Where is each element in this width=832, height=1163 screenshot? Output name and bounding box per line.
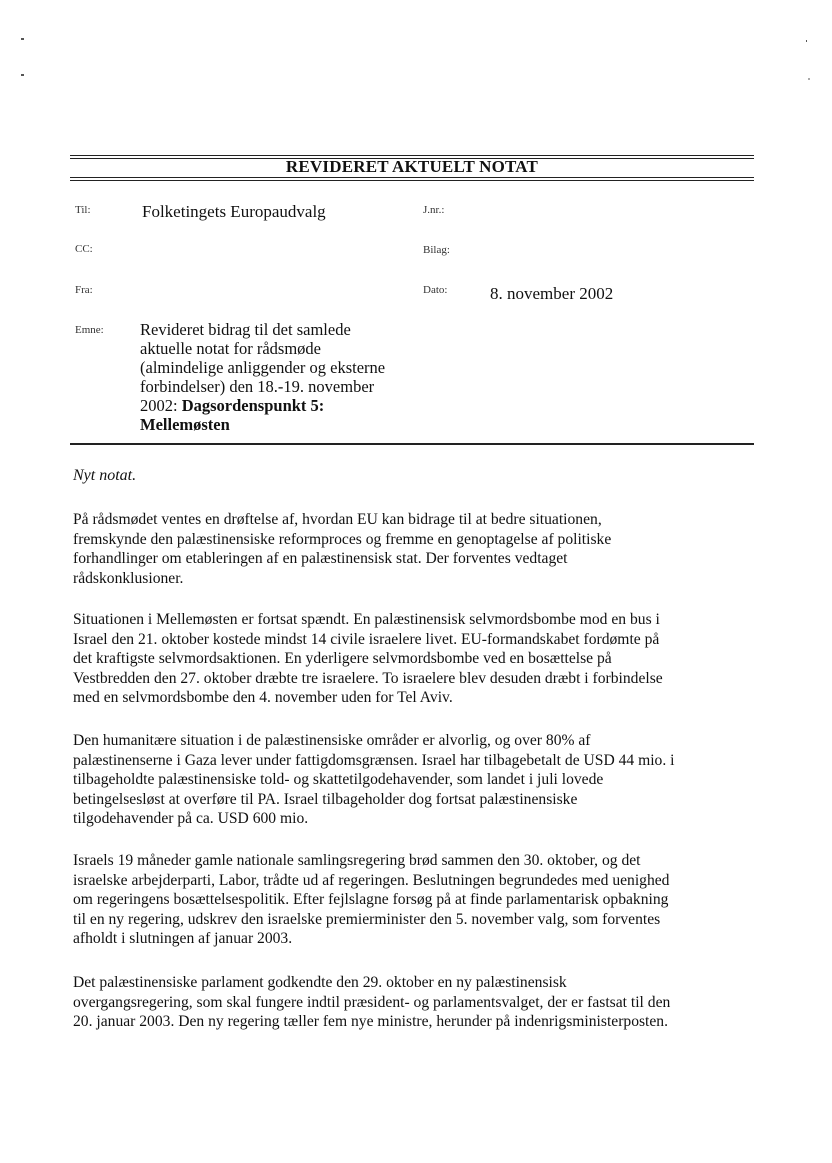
text-line: israelske arbejderparti, Labor, trådte ud af regeringen. Beslutningen begrundedes med uenighed	[73, 871, 670, 889]
intro-note: Nyt notat.	[73, 467, 137, 484]
subject-rule	[70, 443, 754, 445]
paragraph-2	[73, 610, 758, 708]
emne-line: (almindelige anliggender og eksterne	[140, 358, 386, 377]
header-rule-bottom	[70, 177, 754, 178]
scan-speck	[808, 78, 810, 80]
text-line: Det palæstinensiske parlament godkendte den 29. oktober en ny palæstinensisk	[73, 974, 567, 991]
jnr-label: J.nr.:	[423, 204, 445, 216]
scan-speck	[21, 74, 24, 76]
text-line: tilgodehavender på ca. USD 600 mio.	[73, 810, 309, 827]
dato-label: Dato:	[423, 284, 448, 296]
header-rule-bottom-2	[70, 180, 754, 181]
text-line: Israel den 21. oktober kostede mindst 14 civile israelere livet. EU-formandskabet fordømte på	[73, 630, 660, 648]
dato-value: 8. november 2002	[490, 284, 614, 303]
emne-value	[140, 320, 410, 434]
text-line: 20. januar 2003. Den ny regering tæller fem nye ministre, herunder på indenrigsministerposten.	[73, 1013, 669, 1030]
cc-label: CC:	[75, 243, 93, 255]
emne-topic: Mellemøsten	[140, 415, 230, 434]
paragraph-3	[73, 731, 758, 829]
fra-label: Fra:	[75, 284, 93, 296]
emne-label: Emne:	[75, 324, 104, 336]
text-line: forhandlinger om etableringen af en palæstinensisk stat. Der forventes vedtaget	[73, 550, 568, 567]
text-line: Situationen i Mellemøsten er fortsat spændt. En palæstinensisk selvmordsbombe mod en bus i	[73, 611, 660, 628]
text-line: fremskynde den palæstinensiske reformproces og fremme en genoptagelse af politiske	[73, 530, 612, 548]
til-value: Folketingets Europaudvalg	[142, 202, 326, 221]
emne-agenda-point: Dagsordenspunkt 5:	[181, 396, 325, 415]
text-line: om regeringens bosættelsespolitik. Efter fejlslagne forsøg på at finde parlamentarisk opbakning	[73, 891, 669, 908]
emne-line	[140, 396, 410, 415]
text-line: Vestbredden den 27. oktober dræbte tre israelere. To israelere blev desuden dræbt i forbindelse	[73, 669, 663, 687]
text-line: til en ny regering, udskrev den israelske premierminister den 5. november valg, som forventes	[73, 910, 661, 928]
emne-line: Revideret bidrag til det samlede	[140, 320, 351, 339]
scan-speck	[806, 40, 807, 42]
text-line: det kraftigste selvmordsaktionen. En yderligere selvmordsbombe ved en bosættelse på	[73, 650, 612, 667]
paragraph-4	[73, 851, 758, 949]
text-line: Israels 19 måneder gamle nationale samlingsregering brød sammen den 30. oktober, og det	[73, 852, 641, 869]
text-line: palæstinenserne i Gaza lever under fattigdomsgrænsen. Israel har tilbagebetalt de USD 44 mio. i	[73, 751, 675, 769]
scan-speck	[21, 38, 24, 40]
text-line: med en selvmordsbombe den 4. november uden for Tel Aviv.	[73, 689, 453, 706]
bilag-label: Bilag:	[423, 244, 450, 256]
text-line: tilbageholdte palæstinensiske told- og skattetilgodehavender, som landet i juli lovede	[73, 771, 604, 788]
til-label: Til:	[75, 204, 91, 216]
text-line: afholdt i slutningen af januar 2003.	[73, 930, 293, 947]
text-line: betingelsesløst at overføre til PA. Israel tilbageholder dog fortsat palæstinensiske	[73, 790, 578, 808]
emne-line-text: 2002:	[140, 396, 182, 415]
document-title: REVIDERET AKTUELT NOTAT	[285, 157, 539, 176]
emne-line	[140, 415, 410, 434]
text-line: På rådsmødet ventes en drøftelse af, hvordan EU kan bidrage til at bedre situationen,	[73, 511, 602, 528]
paragraph-1	[73, 510, 758, 588]
emne-line: forbindelser) den 18.-19. november	[140, 377, 375, 396]
text-line: Den humanitære situation i de palæstinensiske områder er alvorlig, og over 80% af	[73, 732, 591, 749]
paragraph-5	[73, 973, 758, 1032]
emne-line: aktuelle notat for rådsmøde	[140, 339, 321, 358]
text-line: rådskonklusioner.	[73, 569, 184, 587]
text-line: overgangsregering, som skal fungere indtil præsident- og parlamentsvalget, der er fastsat til den	[73, 993, 671, 1011]
